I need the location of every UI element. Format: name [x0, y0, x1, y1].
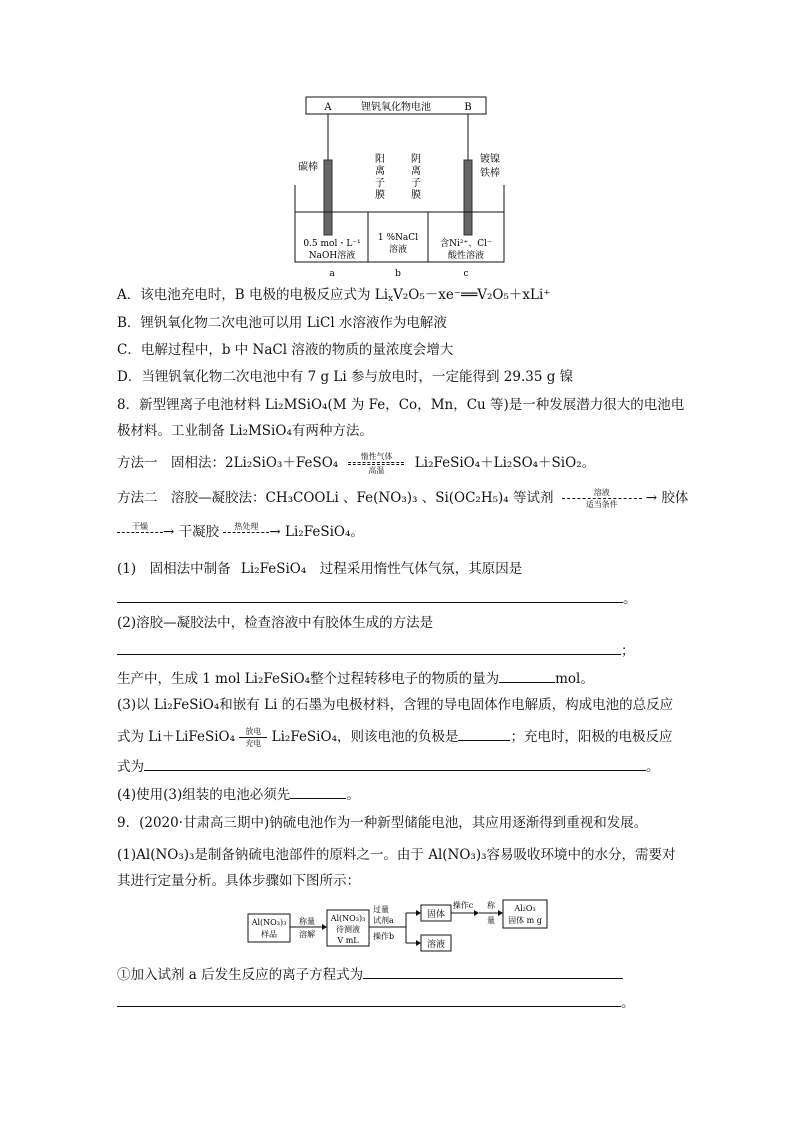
chamber-c-line-1: 含Ni²⁺、Cl⁻	[440, 239, 492, 249]
sub3-arrow-bot: 充电	[245, 739, 262, 748]
flow-diagram	[244, 896, 554, 956]
q8-sub2b	[117, 668, 594, 688]
electrolysis-diagram	[280, 90, 520, 280]
anion-membrane-1: 阴	[411, 154, 421, 165]
q9-sub1-line-2: 其进行定量分析。具体步骤如下图所示：	[117, 873, 360, 889]
sub2b-post: mol。	[555, 671, 594, 687]
option-a: A．该电池充电时，B 电极的电极反应式为 $Li_xV_2O_5-xe^-══V_2O_5+xLi^+$	[117, 287, 551, 304]
q9-question-1-cont	[117, 992, 635, 1012]
q8-stem-line-1: 8．新型锂离子电池材料 Li₂MSiO₄(M 为 Fe，Co，Mn，Cu 等)是一种发展潜力很大的电池电	[117, 397, 685, 413]
method2-product: 胶体	[661, 490, 689, 506]
anion-membrane-2: 离	[411, 166, 421, 177]
battery-title: 锂钒氧化物电池	[361, 102, 431, 113]
q8-sub3-line-1: (3)以 Li₂FeSiO₄和嵌有 Li 的石墨为电极材料，含锂的导电固体作电解质，构成电池的总反应	[117, 697, 674, 713]
chamber-a-line-2: NaOH溶液	[308, 251, 356, 261]
option-a-rest: V₂O₅－xe⁻══V₂O₅＋xLi⁺	[393, 287, 551, 303]
q9-stem: 9．(2020·甘肃高三期中)钠硫电池作为一种新型储能电池，其应用逐渐得到重视和发展。	[117, 815, 648, 831]
q9-sub1-line-1: (1)Al(NO₃)₃是制备钠硫电池部件的原料之一。由于 Al(NO₃)₃容易吸收环境中的水分，需要对	[117, 847, 676, 863]
chamber-b-label: b	[395, 269, 401, 279]
q8-sub4	[117, 784, 360, 804]
box1-line-2: 样品	[261, 930, 277, 939]
box5-line-1: Al₂O₃	[514, 904, 536, 913]
q9-question-1	[117, 964, 623, 984]
chamber-c-line-2: 酸性溶液	[447, 251, 485, 261]
method2b-cond2	[223, 522, 269, 543]
right-electrode-label-2: 铁棒	[480, 168, 500, 179]
cation-membrane-2: 离	[375, 166, 385, 177]
sub3-2-post: ；充电时，阳极的电极反应	[510, 729, 673, 745]
arrow4-top: 称	[487, 901, 495, 910]
option-a-prefix: A．该电池充电时，B 电极的电极反应式为 Li	[117, 287, 389, 303]
method1-cond-top: 惰性气体	[360, 452, 393, 461]
sub3-arrow-top: 放电	[245, 727, 262, 736]
method2b-cond1-text: 干燥	[132, 522, 148, 531]
method1-cond-bot: 高温	[368, 466, 385, 475]
sub3-anode-blank[interactable]	[144, 756, 646, 771]
q8-sub2: (2)溶胶—凝胶法中，检查溶液中有胶体生成的方法是	[117, 615, 434, 631]
sub2b-blank[interactable]	[499, 668, 555, 683]
q8-sub1: (1) 固相法中制备 Li₂FeSiO₄ 过程采用惰性气体气氛，其原因是	[117, 561, 523, 577]
cation-membrane-4: 膜	[375, 190, 385, 201]
method2b-cond1	[117, 522, 163, 543]
q8-stem-line-2: 极材料。工业制备 Li₂MSiO₄有两种方法。	[117, 423, 373, 439]
sub3-negative-blank[interactable]	[458, 726, 510, 741]
sub3-3-end: 。	[646, 759, 660, 775]
sub3-3-pre: 式为	[117, 759, 144, 775]
q8-sub1-answer	[117, 588, 637, 608]
q8-method-2b: 干燥 → 干凝胶 热处理 → Li₂FeSiO₄。	[117, 522, 364, 543]
arrow1-top: 称量	[299, 917, 315, 926]
terminal-a: A	[324, 102, 332, 113]
q8-sub3-line-2	[117, 726, 672, 748]
chamber-c-label: c	[463, 269, 469, 279]
method2b-mid: 干凝胶	[178, 524, 220, 540]
cation-membrane-1: 阳	[375, 154, 385, 165]
method1-label: 方法一 固相法：2Li₂SiO₃＋FeSO₄	[117, 455, 339, 471]
box5-line-2: 固体 m g	[508, 916, 542, 925]
method1-condition	[348, 452, 404, 475]
arrow2-line-2: 试剂a	[373, 916, 394, 925]
q9-q1-end: 。	[621, 995, 635, 1011]
chamber-b-line-2: 溶液	[388, 245, 408, 255]
anion-membrane-3: 子	[411, 178, 421, 189]
q8-sub3-line-3	[117, 756, 660, 776]
q8-sub2-answer	[117, 640, 635, 660]
arrow3: 操作c	[452, 901, 474, 910]
method2-cond-top: 溶液	[593, 488, 610, 497]
carbon-rod	[324, 160, 332, 235]
sub4-pre: (4)使用(3)组装的电池必须先	[117, 787, 291, 803]
arrow2-line-1: 过量	[373, 905, 389, 914]
left-electrode-label: 碳棒	[298, 162, 318, 173]
box2-line-1: Al(NO₃)₃	[330, 914, 366, 923]
option-c: C．电解过程中，b 中 NaCl 溶液的物质的量浓度会增大	[117, 342, 454, 358]
anion-membrane-4: 膜	[411, 190, 421, 201]
q9-q1-blank[interactable]	[363, 964, 623, 979]
q9-q1-blank-2[interactable]	[117, 992, 621, 1007]
sub2-end: ；	[621, 643, 635, 659]
q8-method-2: 方法二 溶胶—凝胶法：CH₃COOLi 、Fe(NO₃)₃ 、Si(OC₂H₅)₄ 等试剂 溶液 适当条件 → 胶体	[117, 488, 689, 509]
method2-condition	[562, 488, 642, 509]
q8-method-1	[117, 452, 595, 475]
chamber-a-label: a	[329, 269, 335, 279]
sub4-end: 。	[346, 787, 360, 803]
box2-line-2: 待测液	[336, 925, 360, 934]
method2-cond-bot: 适当条件	[585, 500, 618, 509]
arrow2-line-3: 操作b	[373, 932, 395, 941]
arrow4-bot: 量	[487, 916, 495, 925]
sub3-arrow	[239, 727, 267, 748]
nickel-iron-rod	[464, 160, 472, 235]
option-d: D．当锂钒氧化物二次电池中有 7 g Li 参与放电时，一定能得到 29.35 g 镍	[117, 369, 574, 385]
sub3-2-pre: 式为 Li＋LiFeSiO₄	[117, 729, 236, 745]
sub1-end: 。	[623, 591, 637, 607]
sub2-answer-blank[interactable]	[117, 640, 621, 655]
method2-label: 方法二 溶胶—凝胶法：CH₃COOLi 、Fe(NO₃)₃ 、Si(OC₂H₅)₄ 等试剂	[117, 490, 554, 506]
box2-line-3: V mL	[337, 936, 359, 945]
q9-q1-prompt: ①加入试剂 a 后发生反应的离子方程式为	[117, 967, 364, 983]
method1-products: Li₂FeSiO₄＋Li₂SO₄＋SiO₂。	[414, 455, 596, 471]
box3: 固体	[426, 910, 446, 920]
box1-line-1: Al(NO₃)₃	[251, 918, 287, 927]
sub4-blank[interactable]	[290, 784, 346, 799]
arrow1-bot: 溶解	[299, 930, 315, 939]
box4: 溶液	[426, 940, 446, 950]
sub1-answer-blank[interactable]	[117, 588, 623, 603]
cation-membrane-3: 子	[375, 178, 385, 189]
chamber-b-line-1: 1 %NaCl	[377, 233, 419, 243]
terminal-b: B	[464, 102, 472, 113]
method2b-cond2-text: 热处理	[234, 522, 259, 531]
sub2b-pre: 生产中，生成 1 mol Li₂FeSiO₄整个过程转移电子的物质的量为	[117, 671, 500, 687]
option-b: B．锂钒氧化物二次电池可以用 LiCl 水溶液作为电解液	[117, 315, 447, 331]
sub3-2-mid: Li₂FeSiO₄，则该电池的负极是	[271, 729, 459, 745]
chamber-a-line-1: 0.5 mol・L⁻¹	[303, 239, 361, 249]
method2b-end: Li₂FeSiO₄。	[285, 524, 364, 540]
right-electrode-label-1: 镀镍	[480, 154, 500, 165]
